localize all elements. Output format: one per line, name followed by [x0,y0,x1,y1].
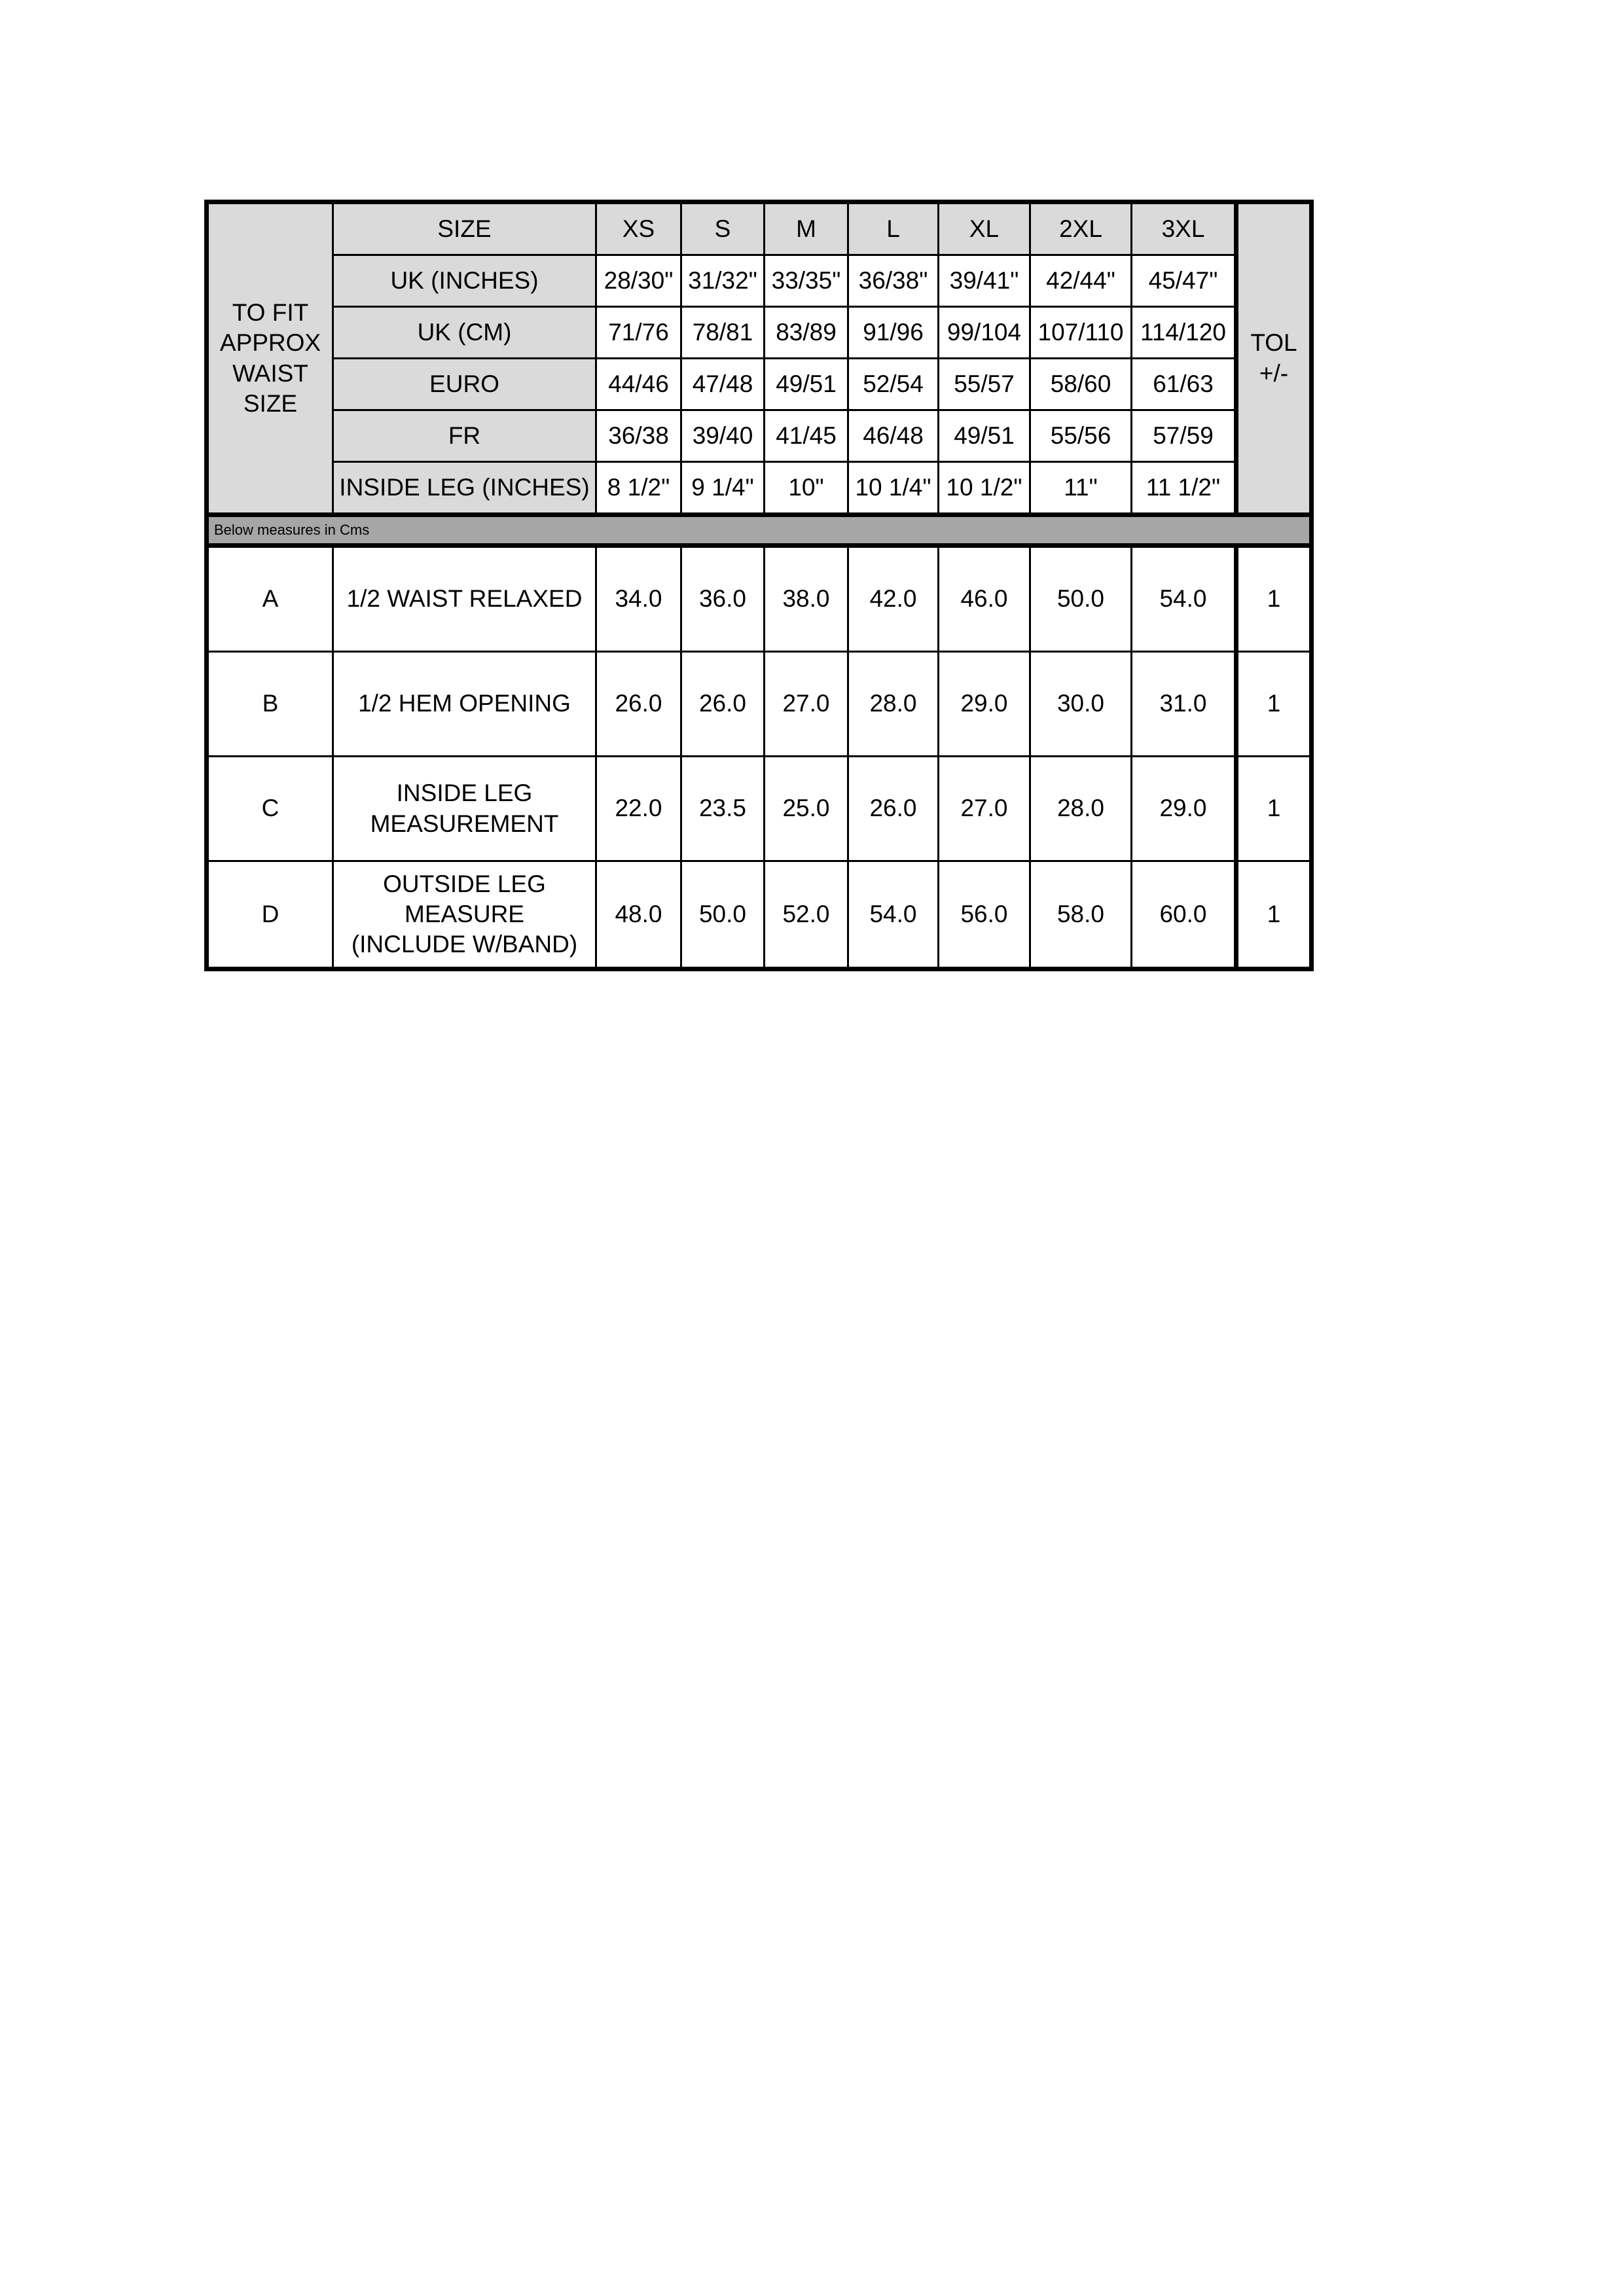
separator-section [207,515,1312,546]
measure-value: 30.0 [1030,652,1132,757]
size-value: 36/38" [848,255,939,307]
measure-value: 46.0 [939,546,1030,652]
size-value: 107/110 [1030,307,1132,359]
measure-value: 48.0 [596,861,681,969]
size-value: 10 1/2" [939,462,1030,515]
measure-label: OUTSIDE LEG MEASURE (INCLUDE W/BAND) [333,861,596,969]
size-value: 39/40 [681,410,765,462]
size-value: 91/96 [848,307,939,359]
size-value: 57/59 [1132,410,1236,462]
measure-value: 58.0 [1030,861,1132,969]
size-value: 11" [1030,462,1132,515]
measures-section [207,546,1312,969]
measure-tol: 1 [1236,652,1312,757]
measure-value: 50.0 [681,861,765,969]
measure-value: 27.0 [939,757,1030,861]
size-header: S [681,202,765,255]
size-value: 99/104 [939,307,1030,359]
size-value: 61/63 [1132,359,1236,410]
measure-value: 26.0 [681,652,765,757]
measure-row [207,652,1312,757]
measure-tol: 1 [1236,861,1312,969]
measure-label: 1/2 WAIST RELAXED [333,546,596,652]
measure-value: 26.0 [596,652,681,757]
size-value: 8 1/2" [596,462,681,515]
measure-value: 27.0 [765,652,848,757]
size-value: 58/60 [1030,359,1132,410]
size-chart [204,200,1309,971]
size-value: 52/54 [848,359,939,410]
size-value: 10 1/4" [848,462,939,515]
size-value: 11 1/2" [1132,462,1236,515]
measure-code: C [207,757,333,861]
size-value: 83/89 [765,307,848,359]
size-value: 28/30" [596,255,681,307]
size-value: 55/57 [939,359,1030,410]
measure-value: 23.5 [681,757,765,861]
measure-label: 1/2 HEM OPENING [333,652,596,757]
measure-value: 42.0 [848,546,939,652]
separator-label: Below measures in Cms [207,515,1312,546]
size-value: 45/47" [1132,255,1236,307]
fit-label: TO FIT APPROX WAIST SIZE [207,202,333,515]
header-row [207,202,1312,255]
header-row-label: UK (INCHES) [333,255,596,307]
measure-label: INSIDE LEG MEASUREMENT [333,757,596,861]
measure-code: A [207,546,333,652]
measure-code: B [207,652,333,757]
header-row-label: EURO [333,359,596,410]
measure-value: 31.0 [1132,652,1236,757]
size-value: 31/32" [681,255,765,307]
size-value: 10" [765,462,848,515]
size-value: 33/35" [765,255,848,307]
header-row-label: UK (CM) [333,307,596,359]
measure-tol: 1 [1236,757,1312,861]
size-header: XL [939,202,1030,255]
measure-value: 50.0 [1030,546,1132,652]
measure-value: 22.0 [596,757,681,861]
measure-value: 56.0 [939,861,1030,969]
tol-label: TOL +/- [1236,202,1312,515]
size-value: 71/76 [596,307,681,359]
size-value: 49/51 [765,359,848,410]
measure-value: 60.0 [1132,861,1236,969]
measure-value: 38.0 [765,546,848,652]
size-value: 49/51 [939,410,1030,462]
size-header: M [765,202,848,255]
measure-value: 28.0 [1030,757,1132,861]
size-value: 39/41" [939,255,1030,307]
measure-value: 25.0 [765,757,848,861]
measure-tol: 1 [1236,546,1312,652]
size-value: 9 1/4" [681,462,765,515]
size-value: 36/38 [596,410,681,462]
header-row-label: SIZE [333,202,596,255]
size-chart-table [204,200,1314,971]
size-header: L [848,202,939,255]
header-row [207,307,1312,359]
size-value: 42/44" [1030,255,1132,307]
measure-value: 29.0 [1132,757,1236,861]
size-value: 78/81 [681,307,765,359]
size-value: 46/48 [848,410,939,462]
measure-row [207,861,1312,969]
size-value: 41/45 [765,410,848,462]
header-row-label: FR [333,410,596,462]
header-row [207,255,1312,307]
measure-value: 26.0 [848,757,939,861]
measure-value: 28.0 [848,652,939,757]
measure-value: 34.0 [596,546,681,652]
measure-row [207,757,1312,861]
header-row [207,462,1312,515]
header-row-label: INSIDE LEG (INCHES) [333,462,596,515]
measure-code: D [207,861,333,969]
measure-value: 52.0 [765,861,848,969]
header-section [207,202,1312,515]
measure-value: 54.0 [1132,546,1236,652]
separator-row [207,515,1312,546]
measure-row [207,546,1312,652]
size-header: XS [596,202,681,255]
size-value: 47/48 [681,359,765,410]
size-header: 2XL [1030,202,1132,255]
header-row [207,410,1312,462]
measure-value: 36.0 [681,546,765,652]
size-header: 3XL [1132,202,1236,255]
size-value: 114/120 [1132,307,1236,359]
measure-value: 54.0 [848,861,939,969]
size-value: 44/46 [596,359,681,410]
size-value: 55/56 [1030,410,1132,462]
header-row [207,359,1312,410]
measure-value: 29.0 [939,652,1030,757]
